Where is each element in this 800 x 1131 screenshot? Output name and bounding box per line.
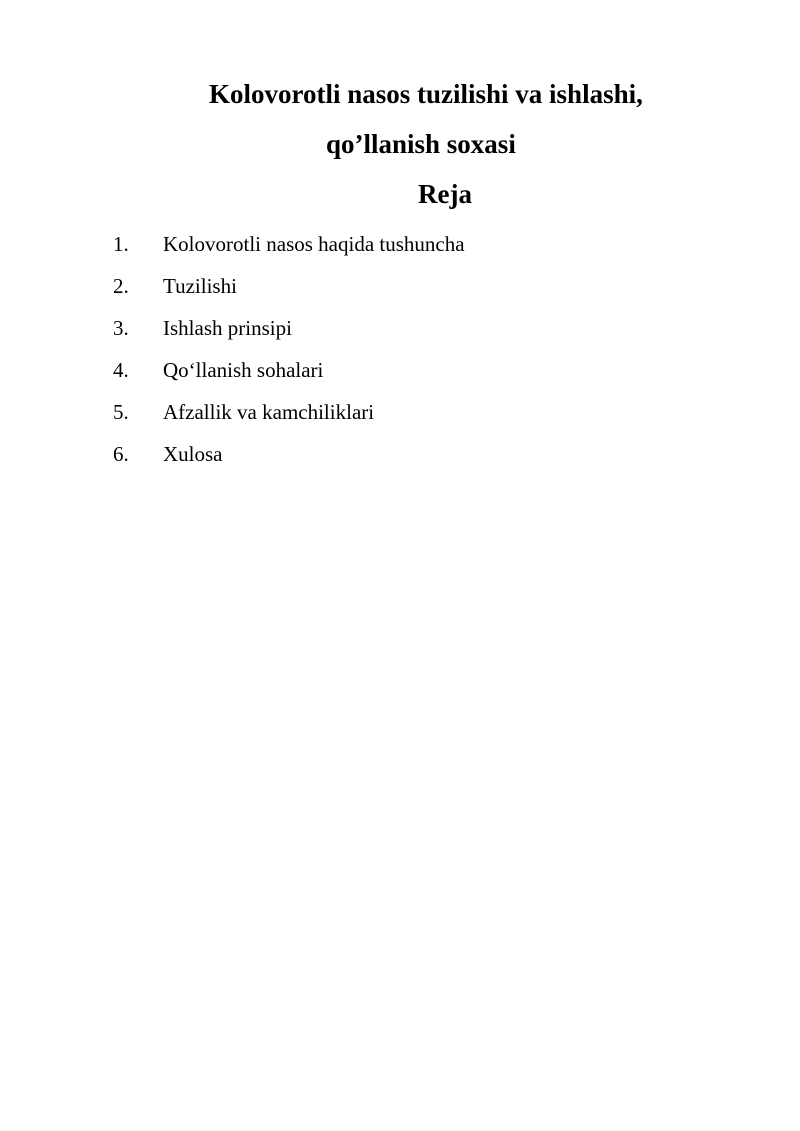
document-title-line-2: qo’llanish soxasi bbox=[326, 129, 516, 159]
plan-item-text: Kolovorotli nasos haqida tushuncha bbox=[163, 232, 465, 256]
plan-item-text: Xulosa bbox=[163, 442, 223, 466]
plan-item-text: Qo‘llanish sohalari bbox=[163, 358, 324, 382]
plan-item-number: 6. bbox=[113, 442, 129, 466]
plan-item-text: Afzallik va kamchiliklari bbox=[163, 400, 375, 424]
document-title-line-1: Kolovorotli nasos tuzilishi va ishlashi, bbox=[209, 79, 643, 109]
plan-item-number: 3. bbox=[113, 316, 129, 340]
plan-item-text: Tuzilishi bbox=[163, 274, 237, 298]
plan-item-number: 5. bbox=[113, 400, 129, 424]
plan-item-number: 4. bbox=[113, 358, 129, 382]
plan-item-number: 1. bbox=[113, 232, 129, 256]
plan-item-number: 2. bbox=[113, 274, 129, 298]
plan-item-text: Ishlash prinsipi bbox=[163, 316, 292, 340]
plan-heading: Reja bbox=[418, 179, 472, 209]
